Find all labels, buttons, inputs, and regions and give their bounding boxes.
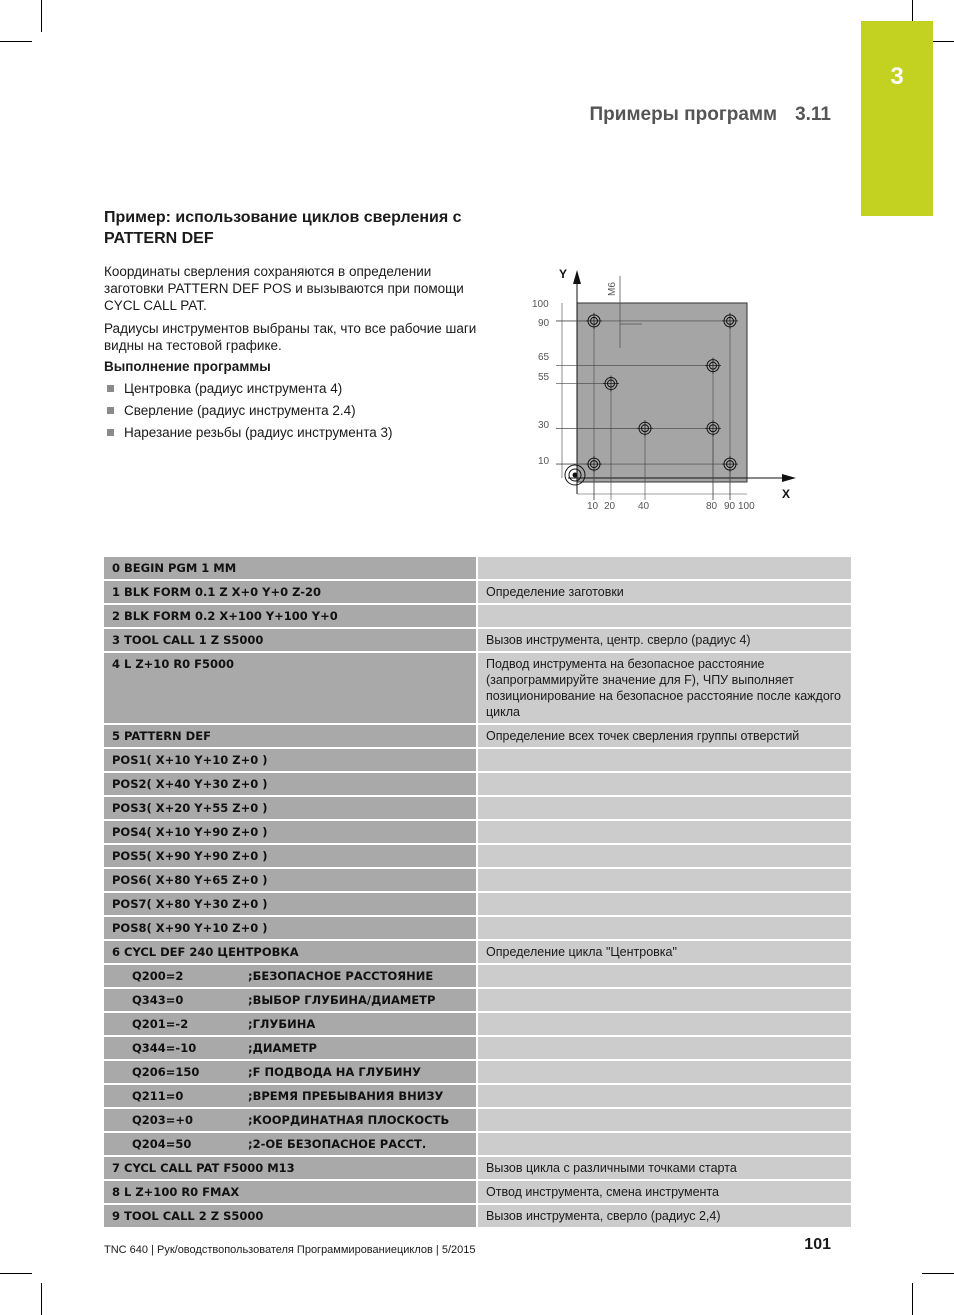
y-axis-label: Y (559, 267, 568, 281)
code-line: 0 BEGIN PGM 1 MM (112, 561, 237, 575)
code-line: POS7( X+80 Y+30 Z+0 ) (112, 897, 268, 911)
paragraph-2: Радиусы инструментов выбраны так, что все рабочие шаги видны на тестовой графике. (104, 321, 477, 353)
program-code (104, 940, 477, 964)
program-code (104, 1156, 477, 1180)
y-axis-arrow (573, 270, 581, 284)
code-line: POS6( X+80 Y+65 Z+0 ) (112, 873, 268, 887)
program-code (104, 1012, 477, 1036)
y-tick-label: 55 (538, 372, 550, 383)
program-description (477, 820, 851, 844)
footer-text: TNC 640 | Рук/оводствопользователя Программированиециклов | 5/2015 (104, 1244, 476, 1256)
parameter-name: Q343=0 (132, 993, 184, 1007)
header-section-number: 3.11 (795, 104, 831, 125)
parameter-comment: ;ГЛУБИНА (248, 1017, 316, 1031)
program-description (477, 1012, 851, 1036)
chapter-tab (861, 21, 933, 216)
crop-mark (0, 1273, 32, 1274)
program-code (104, 1084, 477, 1108)
program-row (104, 796, 851, 820)
parameter-comment: ;БЕЗОПАСНОЕ РАССТОЯНИЕ (248, 969, 434, 983)
program-row (104, 940, 851, 964)
program-row (104, 772, 851, 796)
program-description (477, 964, 851, 988)
y-tick-label: 90 (538, 318, 550, 329)
program-row (104, 1012, 851, 1036)
y-tick-label: 65 (538, 352, 550, 363)
code-line: 9 TOOL CALL 2 Z S5000 (112, 1209, 264, 1223)
x-tick-label: 100 (738, 501, 755, 512)
program-code (104, 652, 477, 724)
program-row (104, 557, 851, 580)
parameter-comment: ;ВЫБОР ГЛУБИНА/ДИАМЕТР (248, 993, 436, 1007)
code-line: 5 PATTERN DEF (112, 729, 211, 743)
step-list (104, 380, 393, 446)
step-text: Нарезание резьбы (радиус инструмента 3) (124, 425, 393, 440)
program-description: Отвод инструмента, смена инструмента (477, 1180, 851, 1204)
program-code (104, 580, 477, 604)
program-code (104, 604, 477, 628)
parameter-name: Q344=-10 (132, 1041, 197, 1055)
code-line: 4 L Z+10 R0 F5000 (112, 657, 235, 671)
program-code (104, 844, 477, 868)
program-row (104, 1108, 851, 1132)
parameter-comment: ;F ПОДВОДА НА ГЛУБИНУ (248, 1065, 421, 1079)
code-line: 6 CYCL DEF 240 ЦЕНТРОВКА (112, 945, 299, 959)
x-tick-label: 10 (587, 501, 599, 512)
program-description: Подвод инструмента на безопасное расстояние (запрограммируйте значение для F), ЧПУ выполняет позиционирование на безопасное расстояние после каждого цикла (477, 652, 851, 724)
program-row (104, 892, 851, 916)
parameter-name: Q200=2 (132, 969, 184, 983)
program-row (104, 916, 851, 940)
code-line: 7 CYCL CALL PAT F5000 M13 (112, 1161, 295, 1175)
parameter-comment: ;2-ОЕ БЕЗОПАСНОЕ РАССТ. (248, 1137, 427, 1151)
program-description (477, 772, 851, 796)
code-line: POS1( X+10 Y+10 Z+0 ) (112, 753, 268, 767)
program-description: Вызов инструмента, сверло (радиус 2,4) (477, 1204, 851, 1228)
crop-mark (41, 0, 42, 32)
program-description: Вызов инструмента, центр. сверло (радиус 4) (477, 628, 851, 652)
program-description (477, 604, 851, 628)
program-code (104, 1180, 477, 1204)
program-description: Вызов цикла с различными точками старта (477, 1156, 851, 1180)
program-description (477, 1084, 851, 1108)
program-code (104, 724, 477, 748)
program-row (104, 1132, 851, 1156)
program-description (477, 557, 851, 580)
chapter-number: 3 (890, 63, 904, 90)
bullet-square-icon (107, 385, 114, 392)
parameter-comment: ;ДИАМЕТР (248, 1041, 317, 1055)
step-item (104, 380, 393, 402)
program-row (104, 964, 851, 988)
program-description (477, 1060, 851, 1084)
crop-mark (912, 1283, 913, 1315)
x-axis-arrow (782, 474, 796, 482)
program-code (104, 1036, 477, 1060)
code-line: POS3( X+20 Y+55 Z+0 ) (112, 801, 268, 815)
paragraph-1: Координаты сверления сохраняются в определении заготовки PATTERN DEF POS и вызываются при помощи CYCL CALL PAT. (104, 264, 464, 313)
program-code (104, 557, 477, 580)
program-row (104, 1204, 851, 1228)
parameter-comment: ;ВРЕМЯ ПРЕБЫВАНИЯ ВНИЗУ (248, 1089, 444, 1103)
header-section-title: Примеры программ (589, 104, 778, 125)
program-row (104, 748, 851, 772)
program-row (104, 1156, 851, 1180)
program-description (477, 844, 851, 868)
program-code (104, 748, 477, 772)
code-line: 3 TOOL CALL 1 Z S5000 (112, 633, 264, 647)
program-row (104, 844, 851, 868)
program-code (104, 1060, 477, 1084)
program-row (104, 628, 851, 652)
program-listing (104, 557, 851, 1229)
program-row (104, 724, 851, 748)
step-item (104, 402, 393, 424)
program-description (477, 1036, 851, 1060)
program-description (477, 796, 851, 820)
drilling-pattern-figure (528, 262, 808, 517)
x-tick-label: 40 (638, 501, 650, 512)
parameter-name: Q211=0 (132, 1089, 184, 1103)
step-item (104, 424, 393, 446)
parameter-name: Q204=50 (132, 1137, 192, 1151)
program-code (104, 868, 477, 892)
code-line: POS8( X+90 Y+10 Z+0 ) (112, 921, 268, 935)
program-code (104, 1204, 477, 1228)
code-line: 8 L Z+100 R0 FMAX (112, 1185, 240, 1199)
program-description (477, 892, 851, 916)
y-tick-label: 100 (532, 299, 549, 310)
program-row (104, 652, 851, 724)
program-description: Определение всех точек сверления группы отверстий (477, 724, 851, 748)
program-description (477, 748, 851, 772)
step-text: Сверление (радиус инструмента 2.4) (124, 403, 356, 418)
program-code (104, 796, 477, 820)
y-tick-label: 10 (538, 456, 550, 467)
workpiece (577, 303, 747, 482)
program-description (477, 916, 851, 940)
code-line: POS4( X+10 Y+90 Z+0 ) (112, 825, 268, 839)
step-text: Центровка (радиус инструмента 4) (124, 381, 343, 396)
page-number: 101 (804, 1236, 831, 1253)
program-row (104, 604, 851, 628)
program-row (104, 580, 851, 604)
y-tick-label: 30 (538, 420, 550, 431)
program-description: Определение заготовки (477, 580, 851, 604)
x-tick-label: 90 (724, 501, 736, 512)
origin-dot-icon (573, 473, 578, 478)
program-description (477, 1132, 851, 1156)
program-description (477, 988, 851, 1012)
program-description (477, 1108, 851, 1132)
parameter-name: Q206=150 (132, 1065, 200, 1079)
program-description (477, 868, 851, 892)
program-description: Определение цикла "Центровка" (477, 940, 851, 964)
program-code (104, 1108, 477, 1132)
crop-mark (41, 1283, 42, 1315)
program-code (104, 820, 477, 844)
program-code (104, 916, 477, 940)
parameter-name: Q203=+0 (132, 1113, 194, 1127)
program-code (104, 628, 477, 652)
program-row (104, 1036, 851, 1060)
bullet-square-icon (107, 429, 114, 436)
parameter-name: Q201=-2 (132, 1017, 189, 1031)
x-axis-label: X (782, 487, 791, 501)
code-line: 2 BLK FORM 0.2 X+100 Y+100 Y+0 (112, 609, 338, 623)
program-row (104, 820, 851, 844)
program-code (104, 964, 477, 988)
program-heading: Выполнение программы (104, 359, 271, 374)
code-line: POS5( X+90 Y+90 Z+0 ) (112, 849, 268, 863)
program-code (104, 892, 477, 916)
x-tick-label: 80 (706, 501, 718, 512)
example-title: Пример: использование циклов сверления с PATTERN DEF (104, 209, 462, 247)
program-code (104, 1132, 477, 1156)
crop-mark (922, 1273, 954, 1274)
bullet-square-icon (107, 407, 114, 414)
program-code (104, 988, 477, 1012)
parameter-comment: ;КООРДИНАТНАЯ ПЛОСКОСТЬ (248, 1113, 450, 1127)
x-tick-label: 20 (604, 501, 616, 512)
program-row (104, 1084, 851, 1108)
thread-label: M6 (607, 282, 618, 296)
program-code (104, 772, 477, 796)
program-row (104, 1180, 851, 1204)
running-header (590, 104, 832, 126)
program-row (104, 988, 851, 1012)
code-line: POS2( X+40 Y+30 Z+0 ) (112, 777, 268, 791)
crop-mark (0, 41, 32, 42)
program-row (104, 868, 851, 892)
program-row (104, 1060, 851, 1084)
code-line: 1 BLK FORM 0.1 Z X+0 Y+0 Z-20 (112, 585, 322, 599)
